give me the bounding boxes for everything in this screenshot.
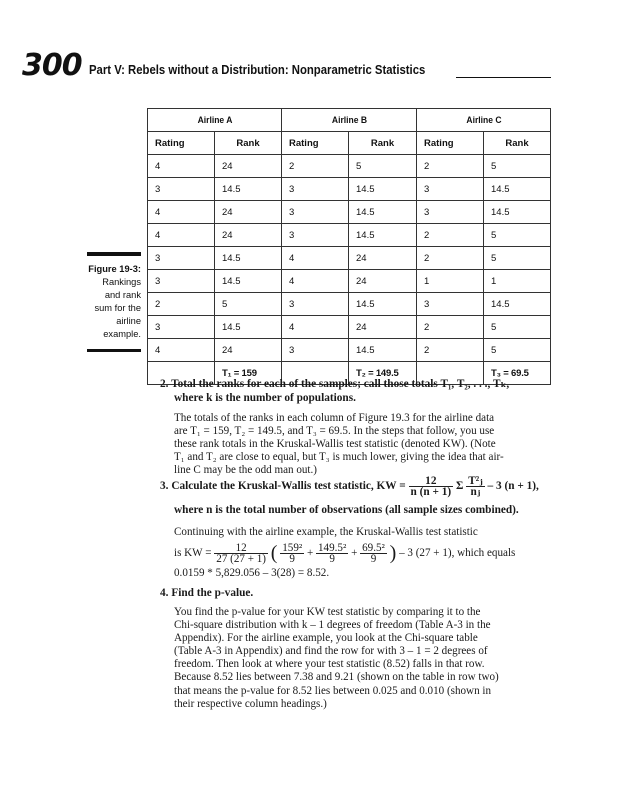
group-header-airline-c: Airline C <box>423 109 544 132</box>
table-cell: 2 <box>148 293 215 316</box>
table-cell: 5 <box>484 339 551 362</box>
body-line: 0.0159 * 5,829.056 – 3(28) = 8.52. <box>174 567 330 580</box>
body-line: these rank totals in the Kruskal-Wallis test statistic (denoted KW). (Note <box>174 438 496 451</box>
table-cell: 4 <box>282 247 349 270</box>
group-header-airline-a: Airline A <box>154 109 275 132</box>
table-cell: 4 <box>148 339 215 362</box>
body-line: are T₁ = 159, T₂ = 149.5, and T₃ = 69.5. In the steps that follow, you use <box>174 425 495 438</box>
page-number: 300 <box>22 48 82 83</box>
body-line: You find the p-value for your KW test statistic by comparing it to the <box>174 606 481 618</box>
table-cell: 3 <box>148 316 215 339</box>
table-cell: 14.5 <box>349 293 417 316</box>
body-line: Chi-square distribution with k – 1 degrees of freedom (Table A-3 in the <box>174 619 491 632</box>
body-line: Continuing with the airline example, the Kruskal-Wallis test statistic <box>174 526 478 538</box>
calc-fraction <box>214 543 268 564</box>
table-row <box>148 339 551 362</box>
table-row <box>148 201 551 224</box>
fraction-denominator: nⱼ <box>470 486 481 498</box>
table-cell: 2 <box>417 339 484 362</box>
table-cell: 2 <box>282 155 349 178</box>
table-cell: 24 <box>349 247 417 270</box>
formula-text: – 3 (27 + 1), which equals <box>399 547 516 560</box>
table-cell: 2 <box>417 316 484 339</box>
calc-term-1 <box>280 543 304 564</box>
table-cell: 4 <box>148 224 215 247</box>
body-line: T₁ and T₂ are close to equal, but T₃ is much lower, giving the idea that air- <box>174 451 504 464</box>
subheader-rating: Rating <box>148 132 215 155</box>
table-cell: 3 <box>282 293 349 316</box>
table-row <box>148 293 551 316</box>
table-row <box>148 316 551 339</box>
fraction-denominator: 9 <box>329 553 335 566</box>
table-cell: 3 <box>282 201 349 224</box>
caption-line: and rank <box>104 290 141 300</box>
fraction-numerator: 149.5² <box>318 542 347 555</box>
body-line: Appendix). For the airline example, you look at the Chi-square table <box>174 632 478 645</box>
step-heading-text: where k is the number of populations. <box>174 391 356 404</box>
table-cell: 24 <box>215 224 282 247</box>
step-4-body <box>174 606 564 711</box>
table-cell: 3 <box>282 224 349 247</box>
table-cell: 4 <box>282 270 349 293</box>
table-cell: 5 <box>484 224 551 247</box>
body-line: freedom. Then look at where your test statistic (8.52) falls in that row. <box>174 658 485 671</box>
table-cell: 4 <box>148 201 215 224</box>
fraction-denominator: 9 <box>370 553 377 566</box>
step-3-body <box>174 526 564 580</box>
body-line: line C may be the odd man out.) <box>174 464 317 477</box>
table-cell: 14.5 <box>349 224 417 247</box>
step-number: 2. <box>160 378 169 390</box>
caption-top-bar <box>87 252 141 256</box>
step-2-body <box>174 412 564 477</box>
table-cell: 3 <box>417 293 484 316</box>
table-cell: 3 <box>148 270 215 293</box>
table-cell: 2 <box>417 155 484 178</box>
table-cell: 14.5 <box>484 178 551 201</box>
total-airline-a: T₁ = 159 <box>215 362 282 385</box>
step-heading-text: Calculate the Kruskal-Wallis test statistic, KW = <box>171 480 406 493</box>
table-cell: 4 <box>148 155 215 178</box>
table-cell: 14.5 <box>349 339 417 362</box>
body-line: their respective column headings.) <box>174 697 327 710</box>
step-3-heading-line2: where n is the total number of observations (all sample sizes combined). <box>174 504 519 516</box>
table-cell: 14.5 <box>215 316 282 339</box>
table-row <box>148 270 551 293</box>
subheader-rank: Rank <box>215 132 282 155</box>
fraction-numerator: 12 <box>409 476 454 487</box>
subheader-rank: Rank <box>349 132 417 155</box>
kw-formula-fraction <box>409 476 454 497</box>
fraction-numerator: 159² <box>282 542 303 555</box>
table-cell: 24 <box>349 316 417 339</box>
table-cell: 14.5 <box>215 247 282 270</box>
fraction-numerator: 12 <box>214 543 268 554</box>
close-paren: ) <box>389 542 397 565</box>
step-number: 3. <box>160 480 169 493</box>
table-row <box>148 247 551 270</box>
figure-caption <box>88 263 141 341</box>
group-header-row <box>148 109 551 132</box>
step-heading-text: Total the ranks for each of the samples; call those totals T₁, T₂, . . ., Tₖ, <box>171 378 510 390</box>
caption-line: sum for the <box>94 303 141 313</box>
table-row <box>148 224 551 247</box>
calc-term-3 <box>360 543 387 564</box>
total-airline-c: T₃ = 69.5 <box>484 362 551 385</box>
table-cell: 4 <box>282 316 349 339</box>
step-4-heading <box>160 587 253 601</box>
table-cell: 2 <box>417 224 484 247</box>
airline-rank-table <box>147 108 551 385</box>
table-cell: 14.5 <box>349 178 417 201</box>
header-rule <box>456 77 551 78</box>
table-cell: 24 <box>215 339 282 362</box>
table-cell: 3 <box>417 178 484 201</box>
table-row <box>148 155 551 178</box>
table-cell: 14.5 <box>349 201 417 224</box>
table-cell: 1 <box>484 270 551 293</box>
table-cell: 1 <box>417 270 484 293</box>
body-line: The totals of the ranks in each column of Figure 19.3 for the airline data <box>174 412 495 424</box>
running-header-title: Part V: Rebels without a Distribution: Nonparametric Statistics <box>89 63 426 77</box>
body-line: (Table A-3 in Appendix) and find the row for with 3 – 1 = 2 degrees of <box>174 645 488 658</box>
calc-term-2 <box>316 543 348 564</box>
formula-text: is KW = <box>174 547 212 560</box>
step-heading-text: Find the p-value. <box>171 587 254 599</box>
table-cell: 5 <box>215 293 282 316</box>
fraction-denominator: n (n + 1) <box>410 486 452 498</box>
table-cell: 3 <box>148 178 215 201</box>
body-line: Because 8.52 lies between 7.38 and 9.21 (shown on the table in row two) <box>174 671 499 684</box>
table-cell: 24 <box>349 270 417 293</box>
caption-line: Rankings <box>102 277 141 287</box>
subheader-rank: Rank <box>484 132 551 155</box>
open-paren: ( <box>270 542 278 565</box>
total-airline-b: T₂ = 149.5 <box>349 362 417 385</box>
step-2-heading <box>160 378 509 405</box>
kw-formula-term-fraction <box>466 476 484 497</box>
table-cell: 5 <box>484 316 551 339</box>
table-cell: 3 <box>148 247 215 270</box>
group-header-airline-b: Airline B <box>288 109 410 132</box>
subheader-rating: Rating <box>282 132 349 155</box>
table-cell: 24 <box>215 155 282 178</box>
subheader-rating: Rating <box>417 132 484 155</box>
table-cell: 5 <box>484 155 551 178</box>
fraction-denominator: 9 <box>289 553 295 566</box>
table-cell: 5 <box>349 155 417 178</box>
sum-symbol: Σ <box>455 480 464 493</box>
step-number: 4. <box>160 587 169 599</box>
table-cell: 5 <box>484 247 551 270</box>
table-cell: 14.5 <box>215 178 282 201</box>
table-cell: 3 <box>417 201 484 224</box>
caption-line: example. <box>103 329 141 339</box>
body-line: that means the p-value for 8.52 lies between 0.025 and 0.010 (shown in <box>174 684 492 697</box>
figure-label: Figure 19-3: <box>88 264 141 274</box>
table-row <box>148 178 551 201</box>
step-3-heading <box>160 476 539 497</box>
table-cell: 24 <box>215 201 282 224</box>
fraction-numerator: T²ⱼ <box>468 475 483 487</box>
table-cell: 14.5 <box>215 270 282 293</box>
step-heading-text: – 3 (n + 1), <box>487 480 539 493</box>
fraction-denominator: 27 (27 + 1) <box>216 553 266 566</box>
table-cell: 14.5 <box>484 293 551 316</box>
fraction-numerator: 69.5² <box>362 542 385 555</box>
table-cell: 3 <box>282 339 349 362</box>
table-cell: 14.5 <box>484 201 551 224</box>
table-cell: 3 <box>282 178 349 201</box>
caption-line: airline <box>116 316 141 326</box>
caption-bottom-bar <box>87 349 141 352</box>
table-cell: 2 <box>417 247 484 270</box>
subheader-row <box>148 132 551 155</box>
kw-calculation: is KW = $\frac{12}{27 (27 + 1)}$ ( $\frac{\text{159²}}{9}$ + $\frac{\text{149.5²}}{9}$ + $\frac{\text{69.5²}}{9}$ ) – 3 (27 + 1), which equals <box>174 542 516 566</box>
